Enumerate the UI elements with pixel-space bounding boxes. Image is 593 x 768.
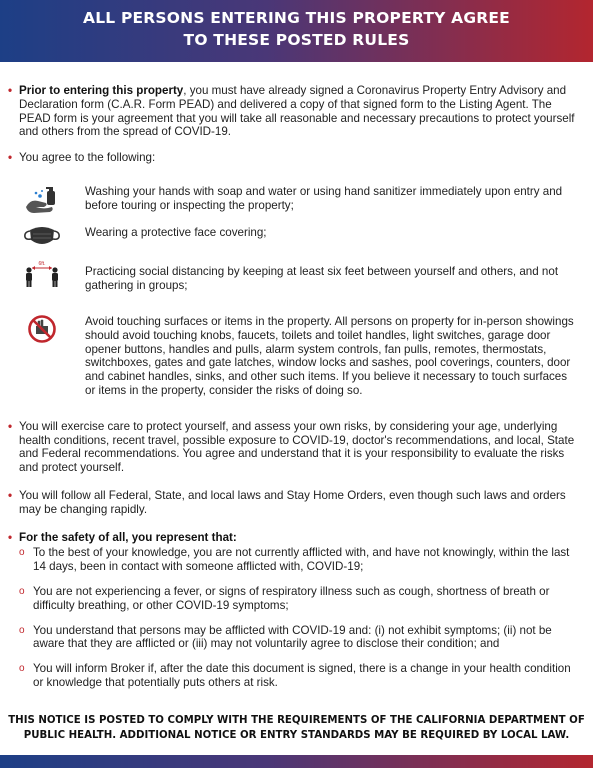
intro-text: , you must have already signed a Coronavirus Property Entry Advisory and Declaration form (C.A.R. Form PEAD) and delivered a copy of that signed form to the Listing Agent. The PEAD form is your agreement that you will take all reasonable and necessary precautions to protect yourself and others from the spread of COVID-19. [19,84,575,139]
bullet-dot: • [8,488,13,502]
rule-text: Practicing social distancing by keeping at least six feet between yourself and others, and not gathering in groups; [85,264,559,292]
distance-label: 6ft. [38,260,46,267]
represent-text: You are not experiencing a fever, or signs of respiratory illness such as cough, shortness of breath or difficulty breathing, or other COVID-19 symptoms; [33,584,550,612]
rule-text: Wearing a protective face covering; [85,225,267,239]
sub-bullet: o [19,624,25,636]
legal-footer [0,713,593,743]
represent-text: You understand that persons may be afflicted with COVID-19 and: (i) not exhibit symptoms; (ii) not be aware that they are afflicted or (iii) may not voluntarily agree to disclose their condition; and [33,623,552,651]
hand-sanitizer-icon [20,185,64,215]
safety-heading: For the safety of all, you represent that: [19,530,237,544]
bullet-dot: • [8,151,13,165]
header-title-line-2: TO THESE POSTED RULES [183,31,410,49]
represent-text: To the best of your knowledge, you are not currently afflicted with, and have not knowingly, within the last 14 days, been in contact with someone afflicted with, COVID-19; [33,546,570,574]
care-text: You will exercise care to protect yourself, and assess your own risks, by considering your age, underlying health conditions, recent travel, possible exposure to COVID-19, doctor's recommendations, and local, State and Federal recommendations. You agree and understand that it is your responsibility to evaluate the risks and protect yourself. [19,419,575,475]
rule-hand-washing [0,185,593,213]
rule-text: Washing your hands with soap and water or using hand sanitizer immediately upon entry and before touring or inspecting the property; [85,184,563,212]
safety-heading-bullet [0,531,593,545]
agree-heading-bullet [0,151,593,165]
represent-item [0,546,593,574]
bullet-dot: • [8,419,13,433]
sub-bullet: o [19,547,25,559]
sub-bullet: o [19,585,25,597]
represent-item [0,585,593,613]
represent-text: You will inform Broker if, after the date this document is signed, there is a change in your health condition or knowledge that potentially puts others at risk. [33,662,571,689]
bottom-bar [0,755,593,768]
bullet-dot: • [8,530,13,544]
represent-item [0,624,593,652]
rule-text: Avoid touching surfaces or items in the property. All persons on property for in-person showings should avoid touching knobs, faucets, toilets and toilet handles, light switches, garage door opener buttons, handles and pulls, alarm system controls, fan pulls, remotes, thermostats, switchboxes, gates and gate latches, window locks and sashes, pool coverings, counters, door and cabinet handles, sinks, and other such items. If you believe it necessary to touch surfaces or items in the property, consider the risks of doing so. [85,314,574,397]
sub-bullet: o [19,663,25,675]
intro-bullet [0,84,593,139]
face-mask-icon [20,220,64,250]
rule-social-distancing [0,260,593,299]
laws-bullet [0,489,593,517]
care-bullet [0,420,593,475]
header-banner [0,0,593,62]
footer-line-2: PUBLIC HEALTH. ADDITIONAL NOTICE OR ENTRY STANDARDS MAY BE REQUIRED BY LOCAL LAW. [23,730,570,741]
rule-avoid-touching [0,315,593,398]
social-distance-icon [20,259,64,289]
notice-body [0,84,593,701]
laws-text: You will follow all Federal, State, and local laws and Stay Home Orders, even though such laws and orders may be changing rapidly. [19,488,566,516]
rule-face-covering [0,226,593,246]
represent-item [0,662,593,690]
agree-heading: You agree to the following: [19,151,156,165]
intro-bold: Prior to entering this property [19,84,184,97]
no-touch-icon [20,315,64,345]
bullet-dot: • [8,84,13,97]
footer-line-1: THIS NOTICE IS POSTED TO COMPLY WITH THE REQUIREMENTS OF THE CALIFORNIA DEPARTMENT OF [8,715,585,726]
header-title-line-1: ALL PERSONS ENTERING THIS PROPERTY AGREE [83,9,510,27]
